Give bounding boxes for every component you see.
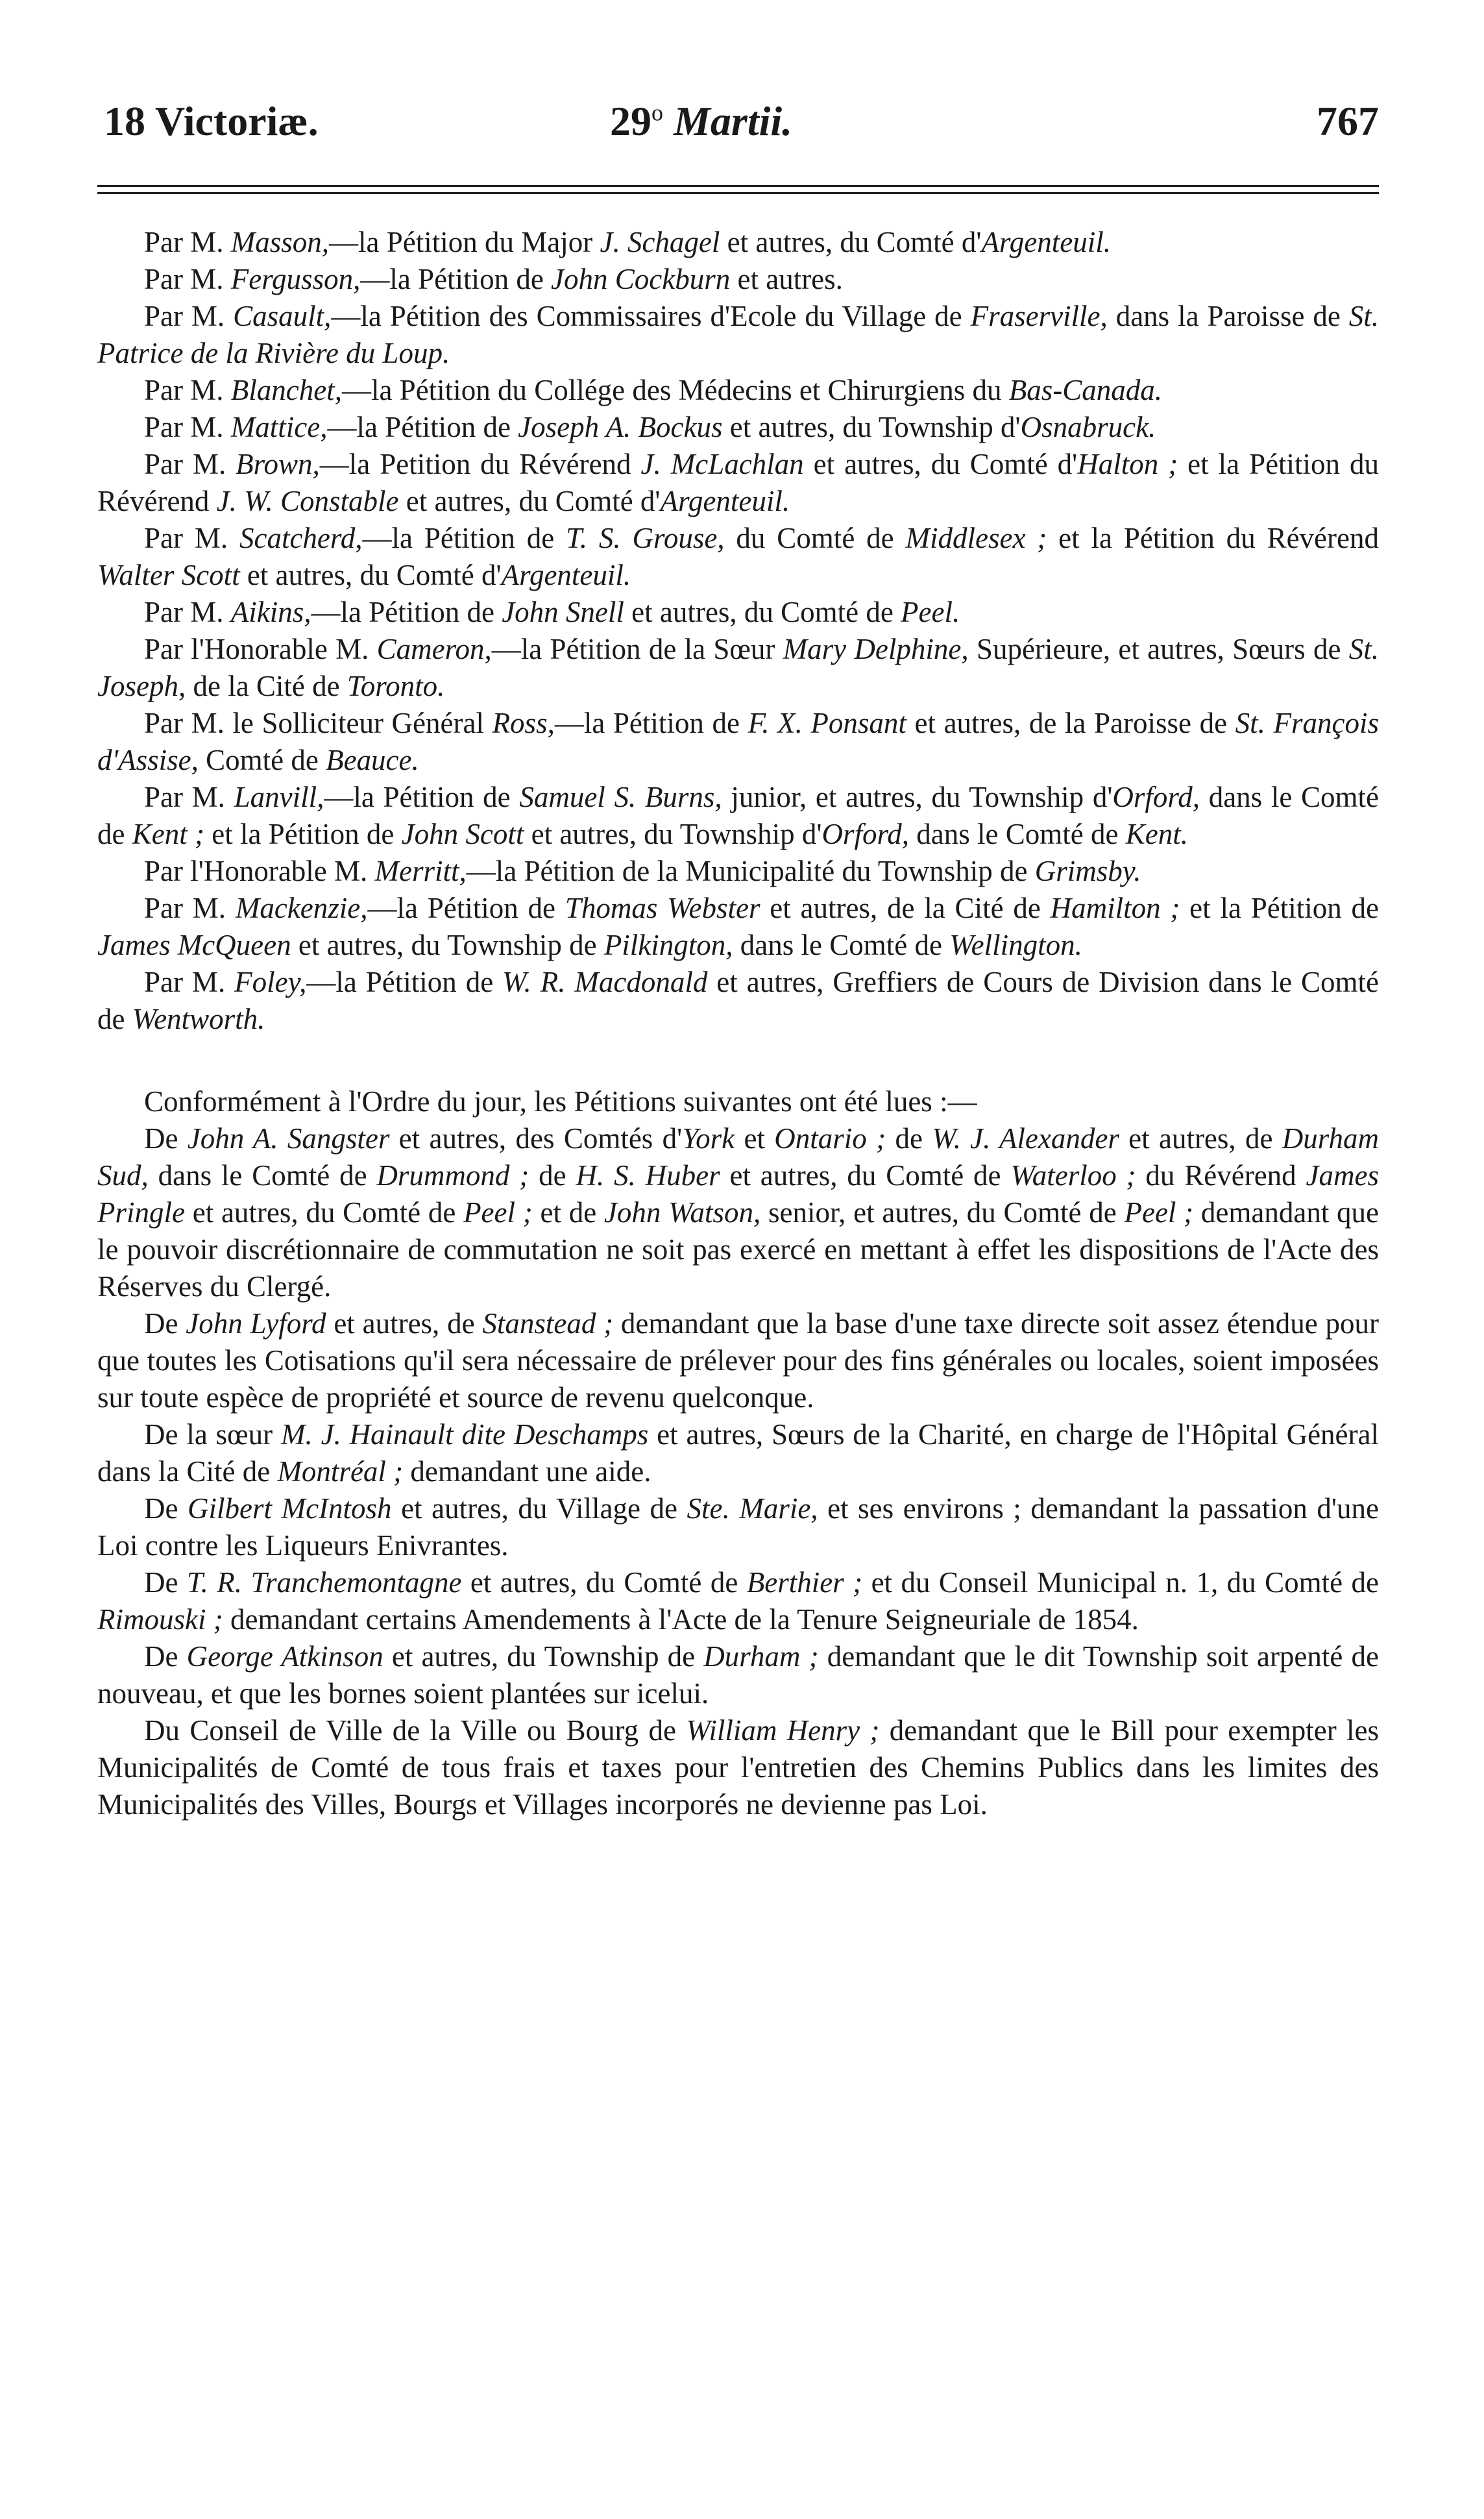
text-run: —la Pétition de la Municipalité du Township de [466,855,1035,887]
text-run: Comté de [198,744,326,776]
italic-name: St. Joseph, [97,633,1379,702]
text-run: demandant que la base d'une taxe directe soit assez étendue pour que toutes les Cotisations qu'il sera nécessaire de prélever pour des fins générales ou locales, soient imposées sur toute espèce de propriété et source de revenu quelconque. [97,1307,1379,1414]
italic-name: John Lyford [186,1307,326,1340]
italic-name: Kent ; [132,818,204,850]
header-date [610,97,792,145]
italic-name: H. S. Huber [576,1159,720,1192]
italic-name: St. Patrice de la Rivière du Loup. [97,300,1380,369]
paragraph [97,1564,1379,1638]
text-run: Par M. [144,892,236,924]
italic-name: Masson, [230,226,330,258]
text-run: dans la Paroisse de [1107,300,1349,332]
text-run: et autres. [730,263,843,295]
text-run: dans le Comté de [909,818,1126,850]
text-run: dans le Comté de [733,929,950,961]
italic-name: Halton ; [1077,448,1178,480]
paragraph [97,779,1379,853]
italic-name: Foley, [234,966,307,998]
italic-name: Mary Delphine, [783,633,969,665]
text-run: et la Pétition du Révérend [1047,522,1379,554]
text-run: du Révérend [1136,1159,1306,1192]
italic-name: Ross, [492,707,555,739]
text-run: De [144,1640,187,1673]
paragraph [97,1638,1379,1712]
italic-name: T. R. Tranchemontagne [186,1566,462,1599]
italic-name: Durham ; [703,1640,819,1673]
text-run: —la Pétition de [554,707,748,739]
italic-name: Argenteuil. [660,485,790,517]
header-month: Martii. [674,98,793,144]
paragraph [97,409,1379,446]
running-header [97,84,1379,156]
text-run: De [144,1492,188,1525]
italic-name: T. S. Grouse, [566,522,725,554]
paragraph [97,1712,1379,1823]
text-run: et autres, de [1119,1122,1282,1155]
page-number: 767 [1317,98,1379,144]
paragraph [97,853,1379,890]
italic-name: Scatcherd, [239,522,363,554]
text-run: et autres, du Comté d' [803,448,1078,480]
paragraph [97,261,1379,298]
italic-name: Waterloo ; [1010,1159,1136,1192]
italic-name: John A. Sangster [187,1122,390,1155]
text-run: Du Conseil de Ville de la Ville ou Bourg de [144,1714,687,1747]
italic-name: Beauce. [326,744,419,776]
italic-name: Aikins, [230,596,311,628]
italic-name: John Snell [502,596,624,628]
italic-name: Montréal ; [277,1455,404,1488]
text-run: et autres, de la Cité de [760,892,1051,924]
text-run: et autres, du Comté de [624,596,901,628]
text-run: junior, et autres, du Township d' [722,781,1113,813]
paragraph [97,705,1379,779]
italic-name: W. R. Macdonald [502,966,708,998]
italic-name: Peel ; [463,1196,533,1229]
paragraph [97,594,1379,631]
italic-name: J. McLachlan [640,448,804,480]
italic-name: F. X. Ponsant [748,707,906,739]
text-run: demandant que le dit Township soit arpenté de nouveau, et que les bornes soient plantées sur icelui. [97,1640,1379,1710]
text-run: et autres, du Comté d' [720,226,982,258]
italic-name: Mattice, [230,411,328,443]
text-run: —la Pétition de [362,522,566,554]
italic-name: Rimouski ; [97,1603,223,1636]
italic-name: St. François d'Assise, [97,707,1379,776]
text-run: demandant une aide. [403,1455,651,1488]
text-run: —la Pétition des Commissaires d'Ecole du Village de [331,300,971,332]
italic-name: Ste. Marie, [687,1492,818,1525]
paragraph [97,372,1379,409]
italic-name: Berthier ; [746,1566,863,1599]
italic-name: Stanstead ; [482,1307,614,1340]
text-run: et autres, Sœurs de la Charité, en charge de l'Hôpital Général dans la Cité de [97,1418,1379,1488]
text-run: demandant certains Amendements à l'Acte de la Tenure Seigneuriale de 1854. [223,1603,1139,1636]
italic-name: York [682,1122,735,1155]
text-run: de [529,1159,576,1192]
text-run: et autres, des Comtés d' [389,1122,683,1155]
text-run: et autres, du Township d' [722,411,1021,443]
text-run: et la Pétition du Révérend [97,448,1380,517]
text-run: et la Pétition de [1180,892,1379,924]
paragraph [97,1120,1379,1305]
italic-name: Pilkington, [603,929,733,961]
text-run: Par M. le Solliciteur Général [144,707,493,739]
text-run: Par M. [144,263,231,295]
text-run: —la Pétition de [311,596,502,628]
text-run: et autres, de la Paroisse de [906,707,1235,739]
text-run: Par M. [144,411,231,443]
paragraph [97,298,1379,372]
text-run: et autres, Greffiers de Cours de Division dans le Comté de [97,966,1379,1035]
italic-name: Cameron, [376,633,492,665]
header-day-sup: o [651,99,663,126]
text-run: et autres, du Township de [383,1640,704,1673]
text-run: et autres, du Comté d' [239,559,502,591]
italic-name: Osnabruck. [1020,411,1156,443]
text-run: et la Pétition de [204,818,402,850]
italic-name: Fraserville, [970,300,1108,332]
text-run: Par M. [144,448,236,480]
header-session: 18 Victoriæ. [104,98,319,144]
paragraph [97,631,1379,705]
italic-name: Drummond ; [376,1159,529,1192]
text-run: senior, et autres, du Comté de [760,1196,1125,1229]
text-run: de [886,1122,932,1155]
italic-name: Peel ; [1124,1196,1194,1229]
text-run: et autres, du Comté de [184,1196,464,1229]
text-run: De [144,1566,187,1599]
text-run: Par M. [144,781,234,813]
header-double-rule [97,185,1379,194]
text-run: et autres, du Village de [391,1492,687,1525]
italic-name: Grimsby. [1034,855,1141,887]
italic-name: John Watson, [603,1196,761,1229]
text-run: Par M. [144,596,231,628]
page [97,84,1379,156]
italic-name: Casault, [233,300,332,332]
italic-name: Joseph A. Bockus [518,411,723,443]
text-run: —la Pétition de la Sœur [491,633,783,665]
italic-name: W. J. Alexander [932,1122,1119,1155]
italic-name: James McQueen [97,929,291,961]
paragraph [97,520,1379,594]
italic-name: Samuel S. Burns, [519,781,722,813]
italic-name: Gilbert McIntosh [188,1492,392,1525]
italic-name: Blanchet, [230,374,342,406]
text-run: Par M. [144,966,235,998]
italic-name: John Scott [401,818,524,850]
text-run: et autres, du Comté d' [398,485,661,517]
text-run: —la Pétition de [306,966,503,998]
text-run: demandant que le pouvoir discrétionnaire de commutation ne soit pas exercé en mettant à effet les dispositions de l'Acte des Réserves du Clergé. [97,1196,1380,1303]
text-run: —la Pétition du Collége des Médecins et Chirurgiens du [341,374,1009,406]
text-run: —la Pétition de [367,892,565,924]
text-run: et autres, de [326,1307,483,1340]
paragraph [97,446,1379,520]
text-run: et [735,1122,775,1155]
text-run: Par M. [144,226,231,258]
text-run: et de [532,1196,604,1229]
italic-name: Fergusson, [230,263,361,295]
paragraph [97,964,1379,1038]
italic-name: Bas-Canada. [1008,374,1162,406]
italic-name: Argenteuil. [501,559,631,591]
text-run: —la Pétition de [327,411,518,443]
italic-name: John Cockburn [551,263,731,295]
text-run: —la Pétition de [324,781,520,813]
paragraph [97,1305,1379,1416]
italic-name: Thomas Webster [565,892,760,924]
italic-name: William Henry ; [686,1714,880,1747]
paragraph [97,890,1379,964]
text-run: Par l'Honorable M. [144,855,375,887]
text-run: et autres, du Township de [291,929,604,961]
text-run: Conformément à l'Ordre du jour, les Pétitions suivantes ont été lues :— [144,1085,977,1118]
text-run: et autres, du Comté de [720,1159,1011,1192]
text-run: dans le Comté de [97,781,1379,850]
italic-name: Toronto. [347,670,445,702]
paragraph [97,1490,1379,1564]
italic-name: Lanvill, [234,781,324,813]
italic-name: Wellington. [949,929,1082,961]
italic-name: Middlesex ; [905,522,1047,554]
italic-name: Mackenzie, [235,892,368,924]
text-run: Supérieure, et autres, Sœurs de [968,633,1349,665]
text-run: et autres, du Township d' [524,818,822,850]
text-run: et autres, du Comté de [461,1566,747,1599]
italic-name: Argenteuil. [981,226,1111,258]
text-run: dans le Comté de [148,1159,377,1192]
italic-name: Walter Scott [97,559,240,591]
italic-name: Durham Sud, [97,1122,1379,1192]
italic-name: Brown, [236,448,320,480]
italic-name: Orford, [821,818,910,850]
italic-name: Orford, [1112,781,1200,813]
italic-name: Hamilton ; [1050,892,1180,924]
paragraph [97,1083,1379,1120]
italic-name: Kent. [1125,818,1188,850]
header-day: 29 [610,98,651,144]
text-run: Par M. [144,300,234,332]
text-run: Par M. [144,374,231,406]
italic-name: Wentworth. [132,1003,265,1035]
italic-name: James Pringle [97,1159,1379,1229]
text-run: —la Pétition du Major [329,226,600,258]
italic-name: Merritt, [374,855,467,887]
text-run: —la Petition du Révérend [319,448,641,480]
text-run: De [144,1122,188,1155]
document-body [97,224,1379,1823]
italic-name: Peel. [901,596,960,628]
text-run: demandant que le Bill pour exempter les Municipalités de Comté de tous frais et taxes pour l'entretien des Chemins Publics dans les limites des Municipalités des Villes, Bourgs et Villages incorporés ne devienne pas Loi. [97,1714,1380,1821]
italic-name: M. J. Hainault dite Deschamps [280,1418,649,1451]
text-run: de la Cité de [186,670,347,702]
text-run: —la Pétition de [360,263,552,295]
text-run: et du Conseil Municipal n. 1, du Comté de [862,1566,1379,1599]
italic-name: J. Schagel [600,226,720,258]
paragraph [97,1416,1379,1490]
text-run: du Comté de [724,522,906,554]
italic-name: George Atkinson [186,1640,383,1673]
paragraph [97,224,1379,261]
text-run: Par M. [144,522,239,554]
text-run: De [144,1307,186,1340]
text-run: Par l'Honorable M. [144,633,377,665]
italic-name: Ontario ; [774,1122,886,1155]
text-run: De la sœur [144,1418,281,1451]
text-run: et ses environs ; demandant la passation d'une Loi contre les Liqueurs Enivrantes. [97,1492,1379,1562]
italic-name: J. W. Constable [216,485,399,517]
